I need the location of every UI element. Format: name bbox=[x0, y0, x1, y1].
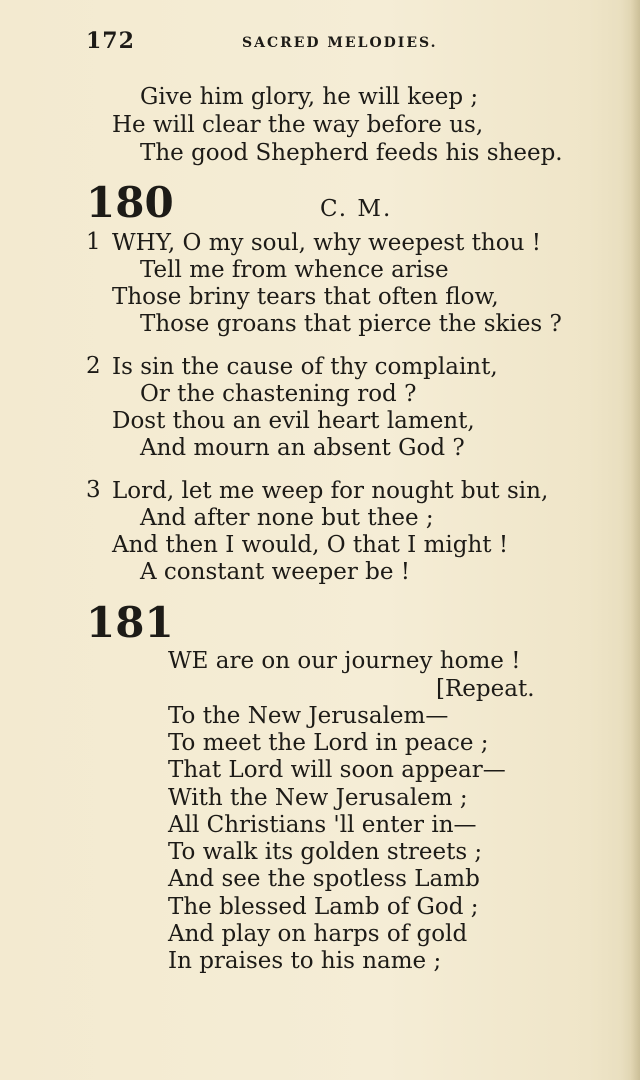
verse-line: In praises to his name ; bbox=[168, 948, 442, 974]
verse-line: And see the spotless Lamb bbox=[168, 866, 480, 892]
hymn-meter: C. M. bbox=[320, 196, 393, 222]
verse-line: He will clear the way before us, bbox=[112, 112, 484, 138]
page-header bbox=[86, 28, 486, 58]
verse-line: Tell me from whence arise bbox=[140, 257, 449, 283]
verse-line: Give him glory, he will keep ; bbox=[140, 84, 479, 110]
verse-line: To walk its golden streets ; bbox=[168, 839, 483, 865]
verse-line: And then I would, O that I might ! bbox=[112, 532, 509, 558]
verse-line: All Christians 'll enter in— bbox=[168, 812, 477, 838]
verse-line: The blessed Lamb of God ; bbox=[168, 894, 479, 920]
page-edge bbox=[630, 0, 640, 1080]
hymn-number: 181 bbox=[86, 598, 174, 647]
verse-line: To the New Jerusalem— bbox=[168, 703, 449, 729]
stanza-number: 1 bbox=[86, 229, 101, 255]
stanza-number: 2 bbox=[86, 353, 101, 379]
verse-line: And mourn an absent God ? bbox=[140, 435, 465, 461]
verse-line: To meet the Lord in peace ; bbox=[168, 730, 489, 756]
running-title: SACRED MELODIES. bbox=[242, 35, 438, 51]
verse-line: Or the chastening rod ? bbox=[140, 381, 417, 407]
verse-line: Dost thou an evil heart lament, bbox=[112, 408, 475, 434]
verse-line: The good Shepherd feeds his sheep. bbox=[140, 140, 563, 166]
verse-line: Is sin the cause of thy complaint, bbox=[112, 354, 498, 380]
stanza-number: 3 bbox=[86, 477, 101, 503]
verse-line: That Lord will soon appear— bbox=[168, 757, 506, 783]
verse-line: WE are on our journey home ! bbox=[168, 648, 521, 674]
verse-line: And play on harps of gold bbox=[168, 921, 468, 947]
repeat-marker: [Repeat. bbox=[436, 676, 535, 702]
verse-line: With the New Jerusalem ; bbox=[168, 785, 468, 811]
verse-line: And after none but thee ; bbox=[140, 505, 434, 531]
verse-line: Those briny tears that often flow, bbox=[112, 284, 499, 310]
verse-line: A constant weeper be ! bbox=[140, 559, 411, 585]
verse-line: Lord, let me weep for nought but sin, bbox=[112, 478, 549, 504]
hymn-number: 180 bbox=[86, 178, 174, 227]
verse-line: Those groans that pierce the skies ? bbox=[140, 311, 562, 337]
verse-line: WHY, O my soul, why weepest thou ! bbox=[112, 230, 541, 256]
page-number: 172 bbox=[86, 28, 135, 54]
